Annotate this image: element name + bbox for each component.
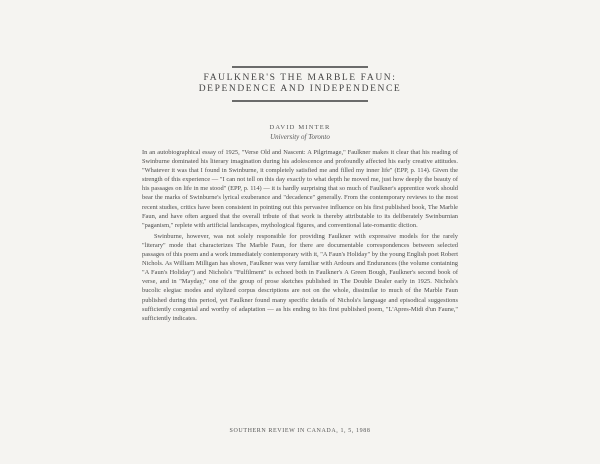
top-rule xyxy=(232,66,368,68)
title-rule xyxy=(232,100,368,102)
title-line-2: DEPENDENCE AND INDEPENDENCE xyxy=(198,84,402,94)
article-title xyxy=(140,73,460,95)
title-line-1: FAULKNER'S THE MARBLE FAUN: xyxy=(203,73,397,83)
paragraph-2: Swinburne, however, was not solely responsible for providing Faulkner with expressive models for the rarely "literary" mode that characterizes The Marble Faun, for there are documentable correspondences between selected passages of this poem and a work immediately contemporary with it, "A Faun's Holiday" by the young English poet Robert Nichols. As William Milligan has shown, Faulkner was very familiar with Ardours and Endurances (the volume containing "A Faun's Holiday") and Nichols's "Fulfilment" is echoed both in Faulkner's A Green Bough, Faulkner's second book of verse, and in "Mayday," one of the group of prose sketches published in The Double Dealer early in 1925. Nichols's bucolic elegiac modes and stylized corpus descriptions are not on the whole, dissimilar to much of the Marble Faun published during this period, yet Faulkner found many specific details of Nichols's language and episodical suggestions sufficiently congenial and worthy of adaptation — as his ending to his first published poem, "L'Apres-Midi d'un Faune," sufficiently indicates. xyxy=(142,232,458,322)
author-affiliation: University of Toronto xyxy=(270,133,330,141)
page-footer: SOUTHERN REVIEW IN CANADA, 1, 5, 1988 xyxy=(229,428,371,434)
article-body xyxy=(142,148,458,323)
author-name: DAVID MINTER xyxy=(269,124,331,131)
paragraph-1: In an autobiographical essay of 1925, "Verse Old and Nascent: A Pilgrimage," Faulkner makes it clear that his reading of Swinburne dominated his literary imagination during his adolescence and profoundly affected his early creative attitudes. "Whatever it was that I found in Swinburne, it completely satisfied me and filled my inner life" (EPP, p. 114). Given the strength of this experience — "I can not tell on this day exactly to what depth he moved me, just how deeply the beauty of his passages on life in me stood" (EPP, p. 114) — it is hardly surprising that so much of Faulkner's apprentice work should bear the marks of Swinburne's lyrical exuberance and "decadence" generally. From the contemporary reviews to the most recent studies, critics have been consistent in pointing out this pervasive influence on his first published book, The Marble Faun, and have often argued that the overall tribute of that work is thereby attributable to its deliberately Swinburnian "paganism," replete with artificial landscapes, mythological figures, and conventional late-romantic diction. xyxy=(142,149,458,229)
